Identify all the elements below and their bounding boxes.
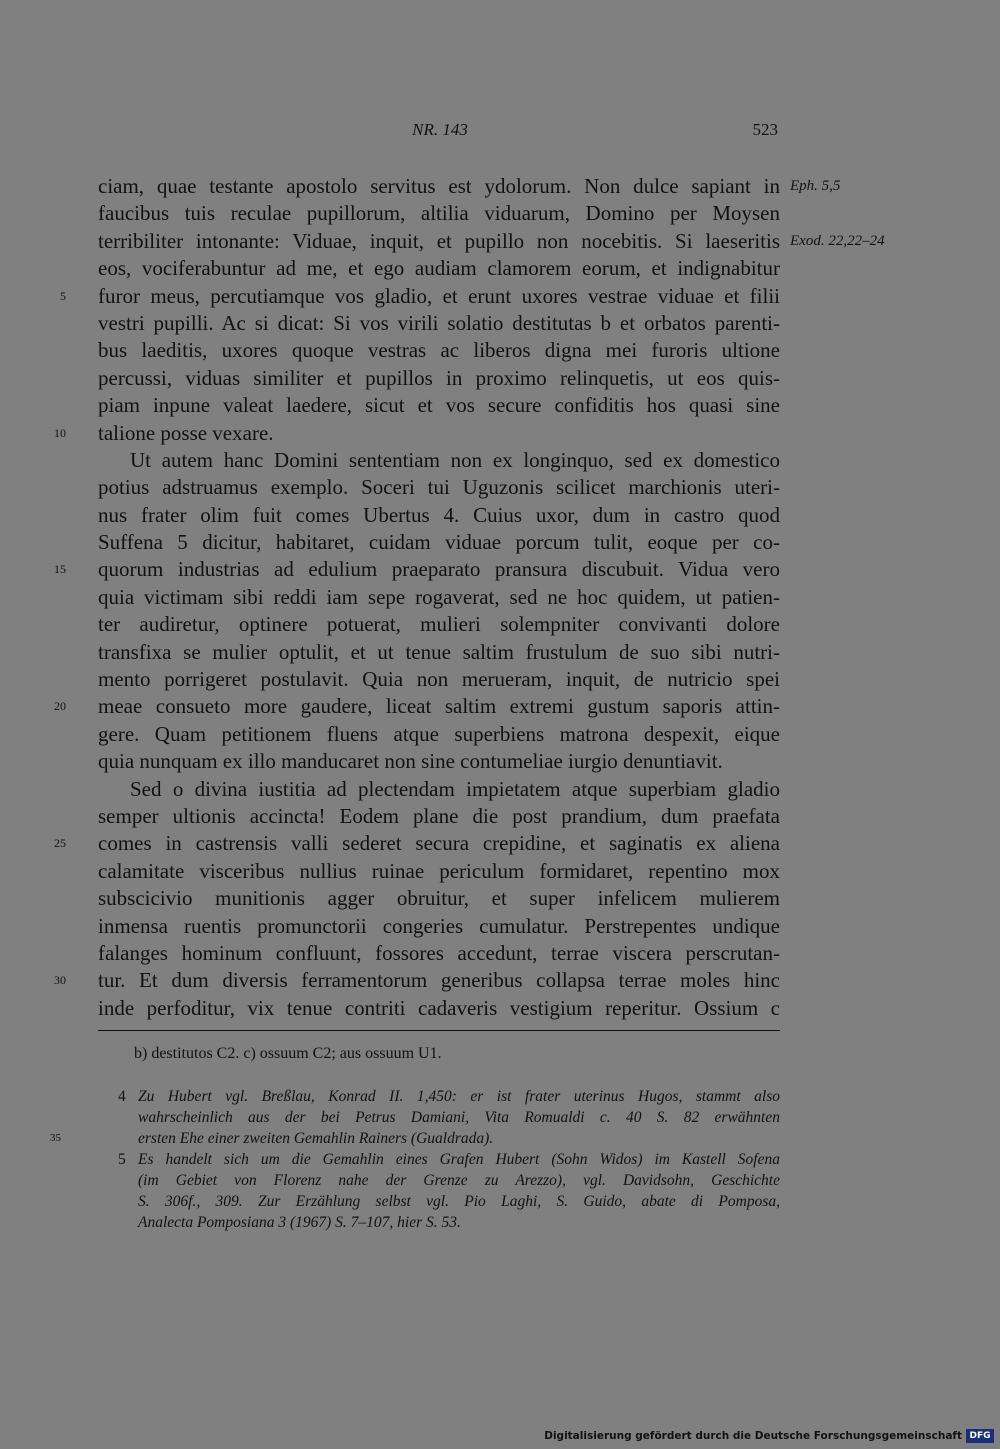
line-text: semper ultionis accincta! Eodem plane die post prandium, dum praefata [98,803,780,828]
main-text [54,173,885,1022]
line-text: bus laeditis, uxores quoque vestras ac liberos digna mei furoris ultione [98,338,780,363]
line-text: piam inpune valeat laedere, sicut et vos secure confiditis hos quasi sine [98,393,780,418]
line-text: comes in castrensis valli sederet secura crepidine, et saginatis ex aliena [98,831,780,856]
line-text: calamitate visceribus nullius ruinae periculum formidaret, repentino mox [98,858,780,883]
line-text: falanges hominum confluunt, fossores accedunt, terrae viscera perscrutan- [98,940,780,965]
line-text: quia nunquam ex illo manducaret non sine contumeliae iurgio denuntiavit. [98,749,723,774]
line-text: gere. Quam petitionem fluens atque superbiens matrona despexit, eique [98,721,780,746]
text-line [98,502,780,529]
line-number: 10 [54,425,66,440]
line-text: quorum industrias ad edulium praeparato pransura discubuit. Vidua vero [98,557,780,582]
footnote-line: Analecta Pomposiana 3 (1967) S. 7–107, hier S. 53. [138,1214,461,1231]
text-line [54,556,780,583]
line-text: tur. Et dum diversis ferramentorum generibus collapsa terrae moles hinc [98,968,780,993]
line-text: potius adstruamus exemplo. Soceri tui Uguzonis scilicet marchionis uteri- [98,475,780,500]
line-text: furor meus, percutiamque vos gladio, et erunt uxores vestrae viduae et filii [98,283,780,308]
text-line [98,913,780,940]
text-line [98,529,780,556]
line-text: eos, vociferabuntur ad me, et ego audiam clamorem eorum, et indignabitur [98,256,780,281]
line-number: 25 [54,836,66,851]
text-line [98,776,780,803]
footnote-text [138,1149,780,1233]
footnote-line: (im Gebiet von Florenz nahe der Grenze zu Arezzo), vgl. Davidsohn, Geschichte [138,1172,780,1189]
line-text: quia victimam sibi reddi iam sepe rogaverat, sed ne hoc quidem, ut patien- [98,584,780,609]
text-line [98,228,885,255]
critical-apparatus: b) destitutos C2. c) ossuum C2; aus ossuum U1. [134,1045,442,1062]
text-line [98,474,780,501]
margin-reference: Eph. 5,5 [790,178,841,194]
line-text: vestri pupilli. Ac si dicat: Si vos virili solatio destitutas b et orbatos parenti- [98,310,780,335]
line-text: terribiliter intonante: Viduae, inquit, et pupillo non nocebitis. Si laeseritis [98,228,780,253]
line-number: 30 [54,973,66,988]
text-line [98,447,780,474]
line-text: nus frater olim fuit comes Ubertus 4. Cuius uxor, dum in castro quod [98,502,780,527]
text-line [98,803,780,830]
line-text: inmensa ruentis promunctorii congeries cumulatur. Perstrepentes undique [98,913,780,938]
line-text: inde perfoditur, vix tenue contriti cadaveris vestigium reperitur. Ossium c [98,995,780,1020]
text-line [98,940,780,967]
running-title: NR. 143 [412,120,468,139]
footnote-line: wahrscheinlich aus der bei Petrus Damiani, Vita Romualdi c. 40 S. 82 erwähnten [138,1109,780,1126]
text-line [54,967,780,994]
text-line [98,584,780,611]
text-line [98,721,780,748]
line-number: 15 [54,562,66,577]
line-text: percussi, viduas similiter et pupillos in proximo relinquetis, ut eos quis- [98,365,780,390]
footnote-number: 4 [118,1088,126,1105]
footnote-text [138,1086,780,1149]
text-line [98,885,780,912]
footnote [50,1086,780,1149]
text-line [98,255,780,282]
footnote-line: Es handelt sich um die Gemahlin eines Grafen Hubert (Sohn Widos) im Kastell Sofena [138,1151,780,1168]
line-text: Sed o divina iustitia ad plectendam impietatem atque superbiam gladio [130,776,780,801]
line-text: mento porrigeret postulavit. Quia non merueram, inquit, de nutricio spei [98,667,780,692]
line-text: Suffena 5 dicitur, habitaret, cuidam viduae porcum tulit, eoque per co- [98,530,780,555]
dfg-logo-icon: DFG [966,1429,994,1443]
footnote-rule [98,1030,780,1031]
line-number: 35 [50,1132,61,1144]
text-line [98,858,780,885]
line-text: ciam, quae testante apostolo servitus est ydolorum. Non dulce sapiant in [98,174,780,198]
footnotes [50,1086,780,1233]
text-line [98,200,780,227]
footnote-line: S. 306f., 309. Zur Erzählung selbst vgl. Pio Laghi, S. Guido, abate di Pomposa, [138,1193,780,1210]
footnote-line: Zu Hubert vgl. Breßlau, Konrad II. 1,450: er ist frater uterinus Hugos, stammt also [138,1088,780,1105]
line-text: meae consueto more gaudere, liceat saltim extremi gustum saporis attin- [98,694,780,719]
text-line [98,995,780,1022]
text-line [54,830,780,857]
line-text: Ut autem hanc Domini sententiam non ex longinquo, sed ex domestico [130,447,780,472]
text-line [54,693,780,720]
text-line [60,283,780,310]
text-line [98,173,841,200]
text-line [98,337,780,364]
text-line [98,748,780,775]
text-line [98,666,780,693]
margin-reference: Exod. 22,22–24 [790,232,885,249]
text-line [98,392,780,419]
page-number: 523 [752,120,778,139]
footnote-number: 5 [118,1151,126,1168]
line-text: faucibus tuis reculae pupillorum, altilia viduarum, Domino per Moysen [98,201,780,226]
line-text: transfixa se mulier optulit, et ut tenue saltim frustulum de suo sibi nutri- [98,639,780,664]
line-number: 5 [60,288,66,303]
footnote [118,1149,780,1233]
footnote-line: ersten Ehe einer zweiten Gemahlin Rainers (Gualdrada). [138,1130,494,1147]
text-line [98,611,780,638]
text-line [54,420,780,447]
text-line [98,365,780,392]
line-text: subscicivio munitionis agger obruitur, et super infelicem mulierem [98,886,780,911]
text-line [98,639,780,666]
line-number: 20 [54,699,66,714]
footer-credit: Digitalisierung gefördert durch die Deutsche Forschungsgemeinschaft [544,1430,962,1442]
line-text: talione posse vexare. [98,420,274,445]
line-text: ter audiretur, optinere potuerat, mulieri solempniter convivanti dolore [98,612,780,637]
text-line [98,310,780,337]
